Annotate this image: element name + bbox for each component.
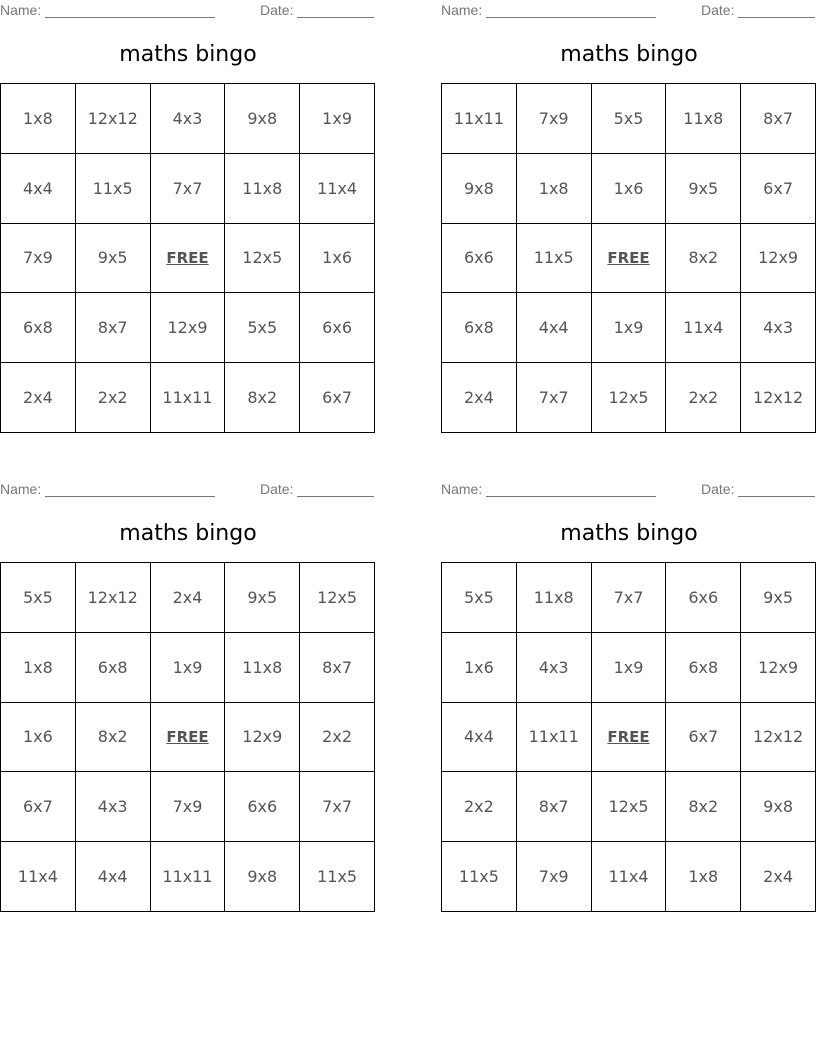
- bingo-cell: 7x7: [151, 154, 226, 224]
- bingo-cell: 1x6: [300, 224, 375, 294]
- bingo-cell: 2x2: [76, 363, 151, 433]
- bingo-cell: 2x4: [1, 363, 76, 433]
- bingo-cell: 2x4: [442, 363, 517, 433]
- bingo-cell: 12x5: [300, 563, 375, 633]
- date-field[interactable]: [701, 2, 815, 18]
- name-line: [45, 3, 215, 18]
- bingo-cell: 4x3: [76, 772, 151, 842]
- bingo-cell: 1x6: [442, 633, 517, 703]
- bingo-cell: 9x8: [741, 772, 816, 842]
- bingo-cell: 7x7: [517, 363, 592, 433]
- bingo-cell: 1x8: [1, 84, 76, 154]
- bingo-cell: 11x5: [300, 842, 375, 912]
- bingo-cell: 4x3: [151, 84, 226, 154]
- bingo-cell: 2x2: [300, 703, 375, 773]
- bingo-cell: 8x2: [666, 772, 741, 842]
- name-label: Name:: [441, 2, 483, 18]
- bingo-cell: 6x6: [442, 224, 517, 294]
- name-field[interactable]: [441, 2, 656, 18]
- bingo-cell: 12x9: [741, 633, 816, 703]
- bingo-cell: 12x12: [76, 563, 151, 633]
- free-cell: FREE: [151, 224, 226, 294]
- name-field[interactable]: [0, 2, 215, 18]
- bingo-cell: 1x8: [517, 154, 592, 224]
- bingo-cell: 11x11: [442, 84, 517, 154]
- bingo-cell: 1x9: [592, 633, 667, 703]
- bingo-cell: 8x2: [225, 363, 300, 433]
- bingo-cell: 11x5: [76, 154, 151, 224]
- bingo-cell: 6x8: [442, 293, 517, 363]
- bingo-cell: 12x9: [151, 293, 226, 363]
- bingo-cell: 6x6: [225, 772, 300, 842]
- card-title: maths bingo: [119, 521, 257, 546]
- card-header: [0, 479, 376, 499]
- bingo-cell: 2x4: [151, 563, 226, 633]
- name-line: [486, 3, 656, 18]
- bingo-cell: 6x8: [666, 633, 741, 703]
- bingo-cell: 11x8: [517, 563, 592, 633]
- bingo-cell: 8x7: [300, 633, 375, 703]
- bingo-cell: 9x5: [76, 224, 151, 294]
- free-cell: FREE: [592, 703, 667, 773]
- bingo-cell: 1x9: [151, 633, 226, 703]
- name-field[interactable]: [0, 481, 215, 497]
- bingo-cell: 9x5: [666, 154, 741, 224]
- bingo-cell: 9x8: [225, 84, 300, 154]
- bingo-cell: 11x11: [151, 842, 226, 912]
- bingo-cell: 6x6: [300, 293, 375, 363]
- bingo-cell: 11x4: [666, 293, 741, 363]
- bingo-cell: 12x5: [592, 772, 667, 842]
- bingo-cell: 5x5: [1, 563, 76, 633]
- date-line: [297, 3, 374, 18]
- bingo-cell: 11x4: [300, 154, 375, 224]
- bingo-cell: 7x9: [517, 84, 592, 154]
- name-label: Name:: [0, 2, 42, 18]
- bingo-cell: 12x5: [225, 224, 300, 294]
- bingo-cell: 8x7: [76, 293, 151, 363]
- bingo-cell: 1x6: [1, 703, 76, 773]
- date-label: Date:: [260, 481, 294, 497]
- bingo-cell: 4x4: [442, 703, 517, 773]
- name-line: [486, 482, 656, 497]
- bingo-cell: 6x7: [300, 363, 375, 433]
- bingo-cell: 5x5: [592, 84, 667, 154]
- bingo-cell: 6x7: [1, 772, 76, 842]
- bingo-cell: 12x12: [76, 84, 151, 154]
- bingo-cell: 11x4: [1, 842, 76, 912]
- date-label: Date:: [701, 2, 735, 18]
- bingo-cell: 4x4: [517, 293, 592, 363]
- name-line: [45, 482, 215, 497]
- bingo-cell: 5x5: [225, 293, 300, 363]
- bingo-cell: 9x8: [442, 154, 517, 224]
- bingo-cell: 11x5: [442, 842, 517, 912]
- date-label: Date:: [260, 2, 294, 18]
- bingo-cell: 12x9: [225, 703, 300, 773]
- bingo-cell: 12x9: [741, 224, 816, 294]
- bingo-cell: 2x4: [741, 842, 816, 912]
- card-title: maths bingo: [560, 521, 698, 546]
- bingo-cell: 6x6: [666, 563, 741, 633]
- bingo-cell: 1x8: [1, 633, 76, 703]
- bingo-cell: 1x9: [300, 84, 375, 154]
- bingo-cell: 11x4: [592, 842, 667, 912]
- bingo-cell: 4x4: [76, 842, 151, 912]
- free-cell: FREE: [592, 224, 667, 294]
- bingo-cell: 8x2: [666, 224, 741, 294]
- date-line: [297, 482, 374, 497]
- bingo-cell: 2x2: [442, 772, 517, 842]
- bingo-cell: 7x7: [592, 563, 667, 633]
- bingo-cell: 8x7: [517, 772, 592, 842]
- bingo-grid: [441, 562, 816, 912]
- card-header: [441, 0, 816, 20]
- bingo-cell: 12x12: [741, 703, 816, 773]
- bingo-cell: 4x4: [1, 154, 76, 224]
- card-header: [0, 0, 376, 20]
- bingo-cell: 9x8: [225, 842, 300, 912]
- bingo-cell: 9x5: [741, 563, 816, 633]
- bingo-cell: 5x5: [442, 563, 517, 633]
- bingo-cell: 8x2: [76, 703, 151, 773]
- bingo-cell: 12x12: [741, 363, 816, 433]
- date-field[interactable]: [260, 2, 374, 18]
- date-field[interactable]: [260, 481, 374, 497]
- bingo-cell: 1x8: [666, 842, 741, 912]
- bingo-grid: [441, 83, 816, 433]
- card-title: maths bingo: [560, 42, 698, 67]
- date-line: [738, 3, 815, 18]
- name-label: Name:: [0, 481, 42, 497]
- bingo-cell: 7x9: [517, 842, 592, 912]
- bingo-cell: 11x5: [517, 224, 592, 294]
- bingo-cell: 9x5: [225, 563, 300, 633]
- card-title: maths bingo: [119, 42, 257, 67]
- bingo-cell: 8x7: [741, 84, 816, 154]
- bingo-cell: 12x5: [592, 363, 667, 433]
- bingo-cell: 2x2: [666, 363, 741, 433]
- bingo-cell: 7x9: [1, 224, 76, 294]
- bingo-cell: 4x3: [517, 633, 592, 703]
- bingo-cell: 1x9: [592, 293, 667, 363]
- bingo-cell: 7x9: [151, 772, 226, 842]
- bingo-cell: 11x11: [517, 703, 592, 773]
- bingo-cell: 11x8: [225, 154, 300, 224]
- bingo-cell: 6x7: [741, 154, 816, 224]
- name-label: Name:: [441, 481, 483, 497]
- bingo-cell: 11x11: [151, 363, 226, 433]
- date-label: Date:: [701, 481, 735, 497]
- bingo-cell: 7x7: [300, 772, 375, 842]
- bingo-cell: 6x8: [76, 633, 151, 703]
- bingo-cell: 11x8: [666, 84, 741, 154]
- date-line: [738, 482, 815, 497]
- bingo-grid: [0, 562, 375, 912]
- bingo-cell: 6x7: [666, 703, 741, 773]
- name-field[interactable]: [441, 481, 656, 497]
- free-cell: FREE: [151, 703, 226, 773]
- bingo-cell: 11x8: [225, 633, 300, 703]
- bingo-cell: 6x8: [1, 293, 76, 363]
- bingo-grid: [0, 83, 375, 433]
- bingo-cell: 1x6: [592, 154, 667, 224]
- card-header: [441, 479, 816, 499]
- date-field[interactable]: [701, 481, 815, 497]
- bingo-cell: 4x3: [741, 293, 816, 363]
